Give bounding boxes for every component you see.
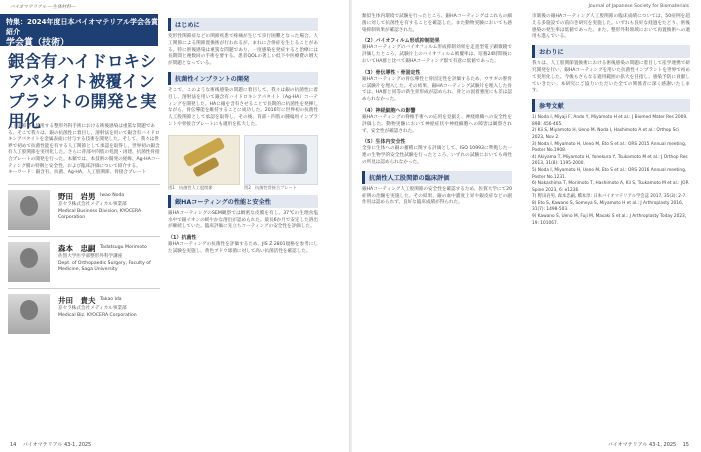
paragraph: 銀HAコーティング人工股関節の安全性を確認するため、佐賀大学にて20症例の治験を実施した。その結果、銀の血中濃度上昇や銀皮症などの副作用は認められず、良好な臨床成績が得られた。	[362, 186, 512, 206]
author-name-en: Takao Ida	[100, 297, 122, 302]
figure-caption: 図2 抗菌性骨接合プレート	[244, 184, 297, 190]
band-line-1: 特集：2024年度日本バイオマテリアル学会各賞紹介	[6, 18, 158, 36]
author-block-1	[8, 184, 160, 235]
right-page	[352, 0, 701, 452]
section-heading: はじめに	[168, 18, 318, 31]
right-body-column-2	[532, 14, 690, 227]
reference-item: 5) Noda I, Miyamoto H, Ueno M, Eto S et al.: ORS 2016 Annual meeting, Poster No.1231.	[532, 167, 687, 180]
page-number: 15	[682, 442, 689, 448]
author-name-en: Tadatsugu Morimoto	[100, 245, 147, 250]
section-heading: 銀HAコーティングの性能と安全性	[168, 195, 318, 208]
page-footer-right	[608, 441, 689, 448]
reference-item: 6) Nakashima T, Morimoto T, Hashimoto A, Kii S, Tsukamoto M et al.: JOR Spine 2023, 6: e1236.	[532, 181, 689, 193]
article-title: 銀含有ハイドロキシアパタイト被覆インプラントの開発と実用化	[8, 52, 157, 131]
author-block-2	[8, 236, 160, 287]
hip-implant-image	[168, 135, 240, 185]
subheading: （1）抗菌性	[168, 235, 197, 242]
left-page	[0, 0, 350, 452]
subheading: （3）骨伝導性・骨固定性	[362, 69, 421, 76]
reference-item: 1) Noda I, Miyaji F, Ando Y, Miyamoto H et al.: J Biomed Mater Res 2009, 89B: 456-465.	[532, 115, 688, 127]
author-photo	[8, 190, 50, 230]
paragraph: 銀HAコーティングのSEM観察では緻密な皮膜を有し、37℃の生理食塩水中で銀イオンの緩やかな溶出が認められた。最長6か月で安定した溶出が継続していた。臨床評価に先立ちコーティングの安全性を評価した。	[168, 210, 318, 230]
subheading: （4）神経細胞への影響	[362, 107, 416, 114]
paragraph: 銀HAコーティングの抗菌性を評価するため、JIS Z 2801規格を参考にした試験を実施し、黄色ブドウ球菌に対して高い抗菌活性を確認した。	[168, 242, 318, 254]
left-body-column	[168, 14, 318, 259]
author-name: 野田 岩男	[58, 192, 96, 201]
subheading: （5）生体内安全性	[362, 139, 406, 146]
paragraph: 変形性関節症などの関節疾患で疼痛が生じて歩行困難となった場合、人工関節による関節置換術が行われるが、まれに合併症を生じることがある。特に術後感染は重篤な問題であり、一度感染を発症すると治療には長期間と複数回の手術を要する。患者QOLの著しい低下や医療費の増大が問題となっている。	[168, 34, 318, 67]
reference-item: 2) Kii S, Miyamoto H, Ueno M, Noda I, Hashimoto A et al.: Orthop Sci 2023, Nov 2.	[532, 128, 679, 140]
paragraph: 銀HAコーティングの骨伝導性と骨固定性を評価するため、ウサギの脛骨に試験片を埋入した。その結果、銀HAコーティング試験片を埋入した骨では、HA群と同等の新生骨形成が認められ、骨との固着強度にも差は認められなかった。	[362, 76, 512, 103]
author-affiliation: 京セラ株式会社メディカル事業部 Medical Biz. KYOCERA Corporation	[58, 306, 137, 318]
keywords: キーワード：銀含有、抗菌、Ag-HA、人工股関節、骨接合プレート	[8, 170, 147, 175]
figure-row	[168, 135, 318, 191]
plate-image	[244, 135, 318, 185]
abstract: 人工関節等を使用する整形外科手術における術後感染は重篤な問題である。そこで我々は、銀の抗菌性に着目し、溶射法を用いて銀含有ハイドロキシアパタイトを金属表面に付与する技術を開発した。そして、我々は世界で初めて抗菌性能を有する人工関節として承認を取得し、世界初の銀含有人工股関節を実用化した。さらに背部や四肢の処置・再建、抗菌性骨接合プレートの開発を行った。本稿では、本技術の開発の経緯、Ag-HAコーティング膜の特徴と安全性、および臨床評価について紹介する。	[8, 124, 160, 169]
subheading: （2）バイオフィルム形成抑制効果	[362, 38, 440, 45]
reference-item: 9) Kawano S, Ueno M, Fuji M, Masaki S et al.: J Arthroplasty Today 2023, 19: 101067.	[532, 214, 687, 226]
band-line-2: 学会賞（技術）	[6, 38, 70, 48]
paragraph: 我々は、人工股関節置換術における術後感染の問題に着目して産学連携で研究開発を行い、銀HAコーティングを用いた抗菌性インプラントを世界で初めて実用化した。今後もさらなる適用範囲の拡大を目指し、感染予防に貢献していきたい。本研究にご協力いただいた全ての関係者に深く感謝いたします。	[532, 61, 690, 94]
author-name: 森本 忠嗣	[58, 244, 96, 253]
paragraph: 銀HAコーティングの脊椎手術への応用を見据え、神経組織への安全性を評価した。動物実験において神経症状や神経細胞への障害は観察されず、安全性が確認された。	[362, 114, 512, 134]
right-body-column-1	[362, 14, 512, 210]
paragraph: 銀HAコーティングのバイオフィルム形成抑制効果を走査型電子顕微鏡で評価したところ、試験片上のバイオフィルム被覆率は、培養24時間後においてHA群と比べて銀HAコーティング群で有意に低値であった。	[362, 45, 512, 64]
section-heading: 参考文献	[532, 99, 690, 112]
section-heading: 抗菌性インプラントの開発	[168, 72, 318, 85]
page-number: 14	[10, 442, 17, 448]
running-header-right: Journal of Japanese Society for Biomaterials	[588, 4, 689, 9]
author-block-3	[8, 288, 160, 339]
paragraph: 類似生体内環境で試験を行ったところ、銀HAコーティングはこれらの細菌に対して抗菌性を有することを確認した。また動物実験においても感染抑制効果が確認された。	[362, 14, 512, 33]
paragraph: そこで、このような術後感染の問題に着目して、我々は銀の抗菌性に着目し、溶射法を用いて銀含有ハイドロキシアパタイト（Ag-HA）コーティングを開発した。HAに銀を含有させることで長期的に抗菌性を発揮しながら、骨伝導能を維持することに成功した。2016年に世界初の抗菌性人工股関節として承認を取得し、その後、背部・四肢の腫瘍用インプラントや骨接合プレートにも適用を拡大した。	[168, 87, 318, 127]
reference-item: 7) 野田岩男, 森本忠嗣, 橋本淳: 日本バイオマテリアル学会誌 2017, 35(3): 2-7.	[532, 194, 687, 200]
author-photo	[8, 242, 50, 282]
journal-issue: バイオマテリアル 43-1, 2025	[22, 442, 92, 448]
running-header-left: バイオマテリアル ―生体材料―	[10, 5, 76, 10]
section-heading: おわりに	[532, 45, 690, 58]
reference-list	[532, 115, 690, 227]
author-name: 井田 貴夫	[58, 296, 96, 305]
journal-issue: バイオマテリアル 43-1, 2025	[607, 442, 677, 448]
figure-1	[168, 135, 240, 191]
section-heading: 抗菌性人工股関節の臨床評価	[362, 171, 512, 184]
author-photo	[8, 294, 50, 334]
reference-item: 8) Eto S, Kawano S, Someya S, Miyamoto H et al.: J Arthroplasty 2016, 31(7): 1498-503.	[532, 200, 684, 213]
paragraph: 市販後の銀HAコーティング人工股関節の臨床成績については、50症例を超える多施設での前向き研究を実施した。いずれも良好な経過をたどり、術後感染の発生率は低値であった。また、整形外科領域において再置換術への適用も進んでいる。	[532, 14, 690, 40]
figure-caption: 図1 抗菌性人工股関節	[168, 184, 213, 190]
reference-item: 4) Akiyama T, Miyamoto H, Yonekura Y, Tsukamoto M et al.: J Orthop Res 2013, 31(8): 1195-2000.	[532, 154, 688, 167]
author-name-en: Iwao Noda	[100, 193, 125, 198]
paragraph: 全身に生体への銀の蓄積に関する評価として、ISO 10993に準拠した一連の生物学的安全性試験を行ったところ、いずれの試験においても毒性の所見は認められなかった。	[362, 146, 512, 165]
author-affiliation: 佐賀大学医学部整形外科学講座 Dept. of Orthopaedic Surgery, Faculty of Medicine, Saga University	[58, 254, 151, 273]
author-affiliation: 京セラ株式会社メディカル事業部 Medical Business Division, KYOCERA Corporation	[58, 202, 142, 221]
reference-item: 3) Noda I, Miyamoto H, Ueno M, Eto S et al.: ORS 2015 Annual meeting, Poster No.1908.	[532, 141, 687, 154]
page-footer-left	[10, 441, 91, 448]
feature-band	[0, 14, 158, 46]
figure-2	[244, 135, 318, 191]
